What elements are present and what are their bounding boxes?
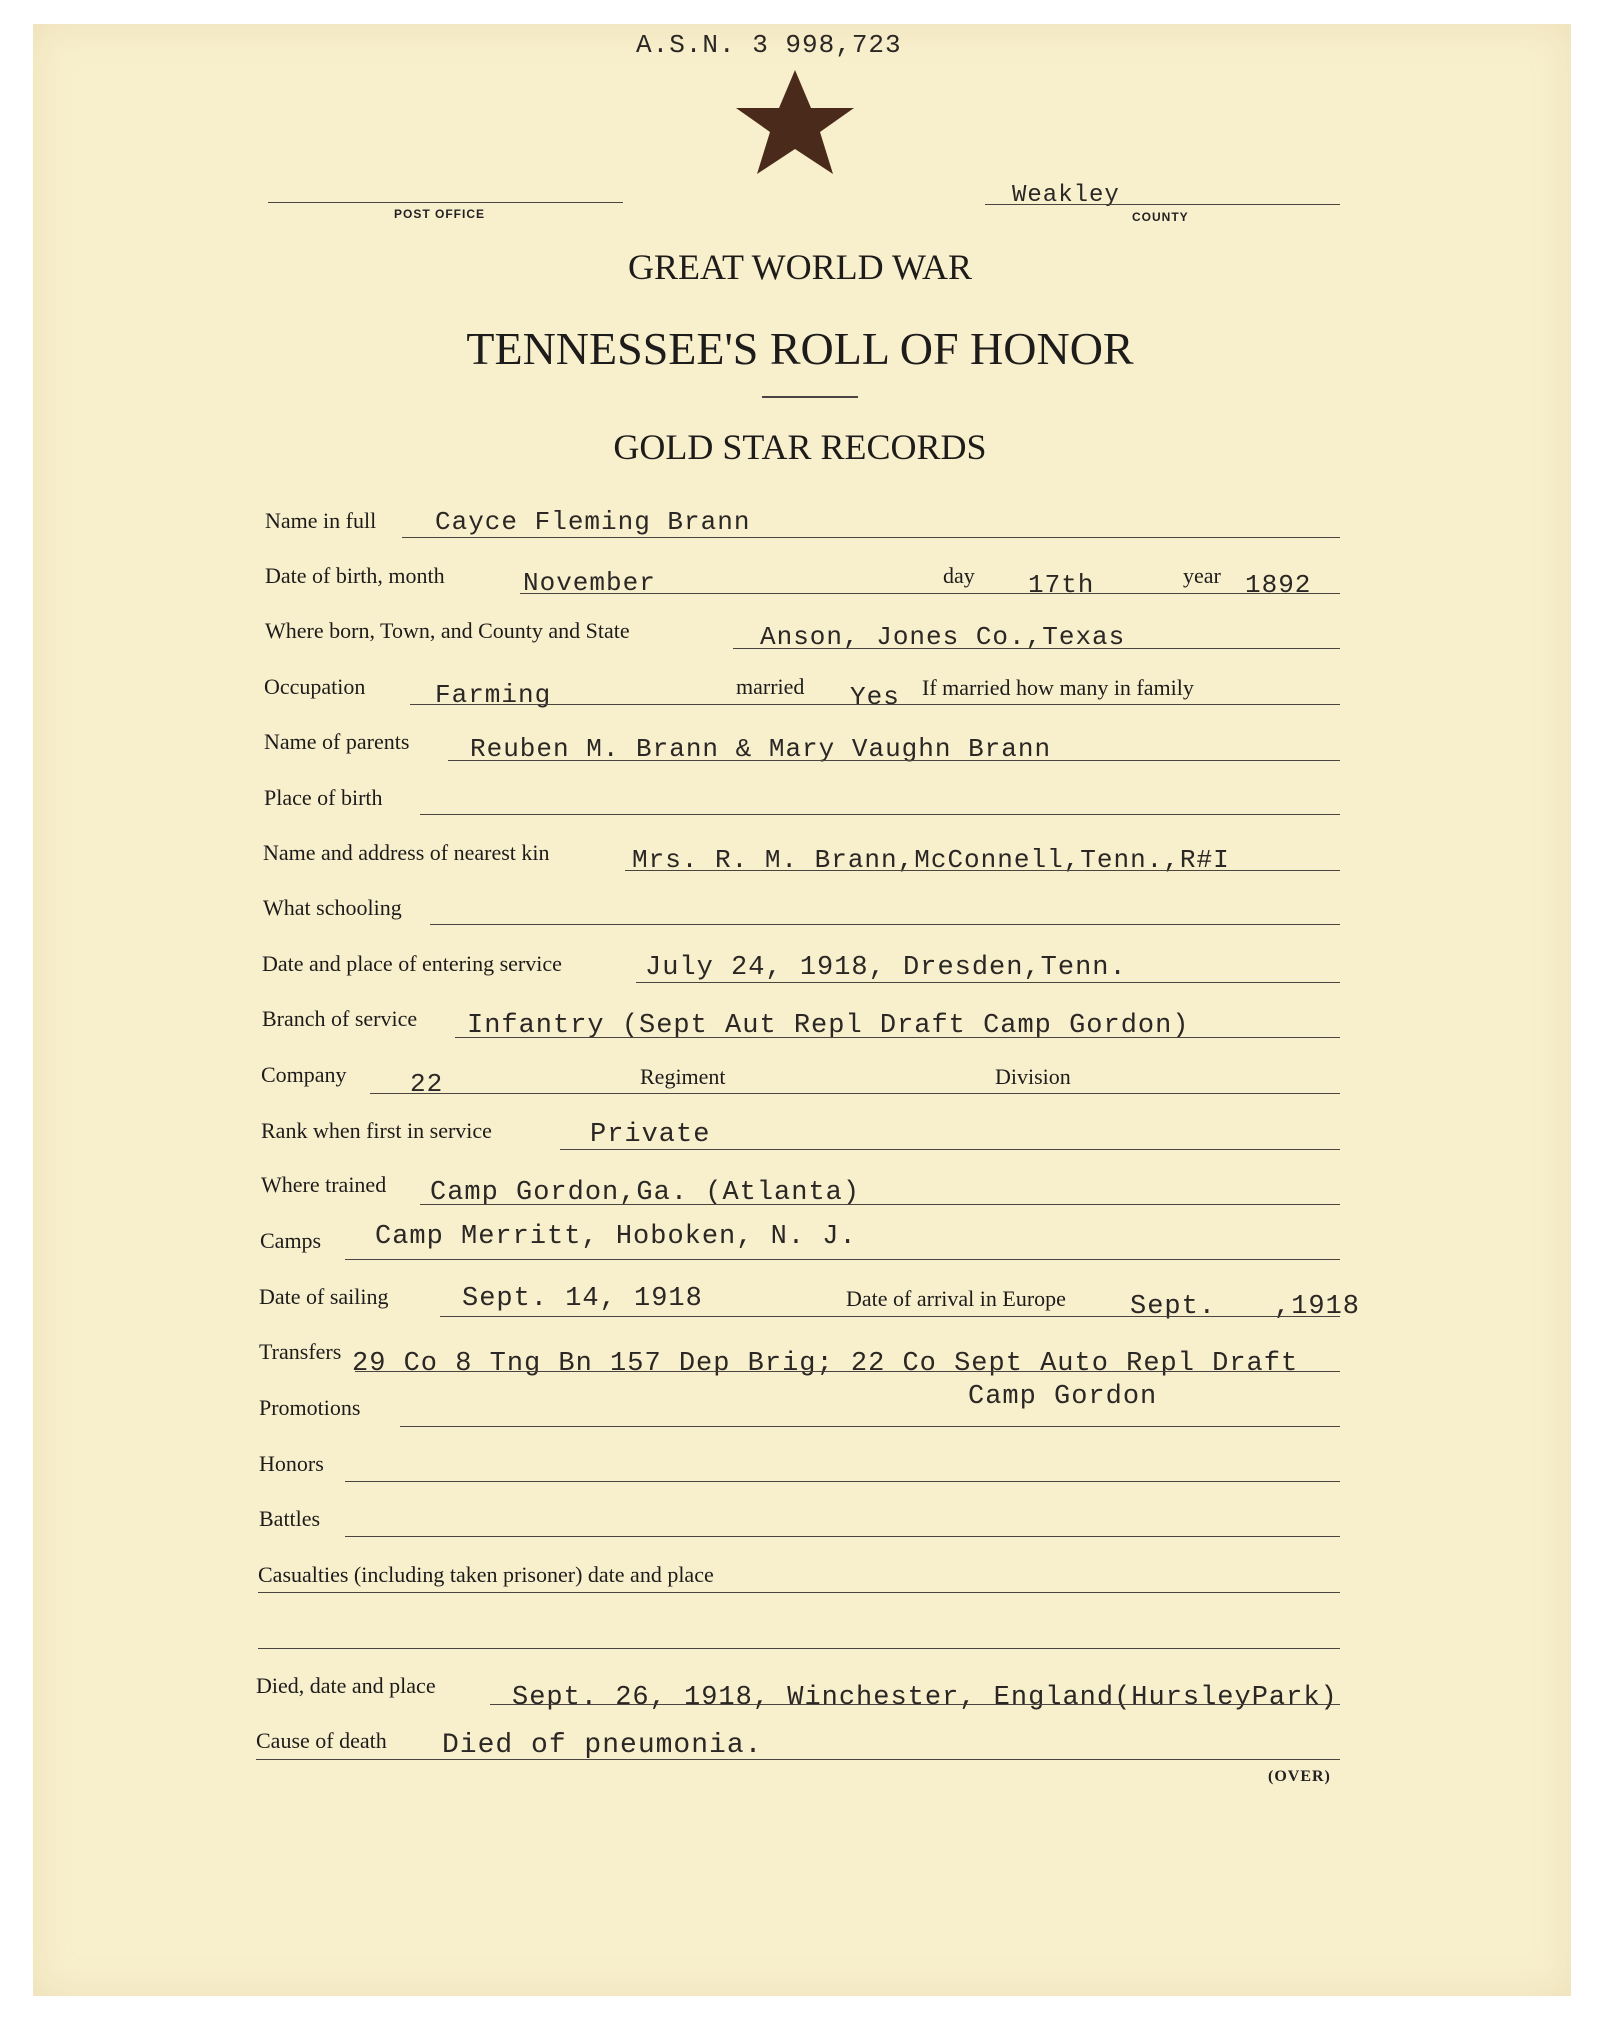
branch-label: Branch of service: [262, 1006, 418, 1031]
division-label: Division: [995, 1064, 1071, 1089]
rank-label: Rank when first in service: [261, 1118, 492, 1143]
cause-rule: [256, 1759, 1340, 1760]
dob-day-value: 17th: [1028, 570, 1095, 600]
died-label: Died, date and place: [256, 1673, 436, 1698]
casualties-rule-2: [258, 1648, 1340, 1649]
trained-rule: [420, 1204, 1340, 1205]
occupation-label: Occupation: [264, 674, 366, 699]
married-value: Yes: [850, 682, 900, 712]
camps-value: Camp Merritt, Hoboken, N. J.: [375, 1222, 857, 1252]
regiment-label: Regiment: [640, 1064, 726, 1089]
promotions-label: Promotions: [259, 1395, 361, 1420]
place-of-birth-label: Place of birth: [264, 785, 383, 810]
battles-rule: [345, 1536, 1340, 1537]
cause-label: Cause of death: [256, 1728, 387, 1753]
camps-rule: [345, 1259, 1340, 1260]
transfers-value: 29 Co 8 Tng Bn 157 Dep Brig; 22 Co Sept Auto Repl Draft: [352, 1349, 1299, 1379]
place-of-birth-rule: [420, 814, 1340, 815]
post-office-rule: [268, 202, 623, 203]
county-label: COUNTY: [1132, 210, 1189, 224]
dob-year-value: 1892: [1245, 570, 1312, 600]
company-rule: [370, 1093, 1340, 1094]
born-label: Where born, Town, and County and State: [265, 618, 630, 643]
casualties-rule: [258, 1592, 1340, 1593]
sailing-label: Date of sailing: [259, 1284, 389, 1309]
kin-label: Name and address of nearest kin: [263, 840, 550, 865]
name-label: Name in full: [265, 508, 377, 533]
schooling-label: What schooling: [263, 895, 402, 920]
rank-value: Private: [590, 1120, 711, 1150]
company-label: Company: [261, 1062, 347, 1087]
family-label: If married how many in family: [922, 675, 1194, 700]
transfers-label: Transfers: [259, 1339, 342, 1364]
kin-rule: [625, 870, 1340, 871]
title-gold-star-records: GOLD STAR RECORDS: [613, 427, 987, 467]
branch-rule: [455, 1037, 1340, 1038]
dob-month-value: November: [523, 568, 656, 598]
occupation-value: Farming: [435, 680, 552, 710]
name-value: Cayce Fleming Brann: [435, 507, 751, 537]
occupation-rule: [410, 704, 1340, 705]
gold-star-icon: [720, 70, 870, 174]
dob-label: Date of birth, month: [265, 563, 445, 588]
married-label: married: [736, 674, 805, 699]
entering-rule: [636, 982, 1340, 983]
post-office-label: POST OFFICE: [394, 207, 486, 221]
transfers-continuation: Camp Gordon: [968, 1382, 1158, 1412]
battles-label: Battles: [259, 1506, 321, 1531]
schooling-rule: [430, 924, 1340, 925]
title-great-world-war: GREAT WORLD WAR: [627, 247, 973, 287]
died-value: Sept. 26, 1918, Winchester, England(HursleyPark): [512, 1683, 1338, 1713]
entering-value: July 24, 1918, Dresden,Tenn.: [645, 953, 1127, 983]
name-rule: [402, 537, 1340, 538]
trained-value: Camp Gordon,Ga. (Atlanta): [430, 1178, 861, 1208]
arrival-year-value: ,1918: [1274, 1292, 1361, 1322]
year-label: year: [1183, 563, 1221, 588]
trained-label: Where trained: [261, 1172, 387, 1197]
county-rule: [985, 204, 1340, 205]
title-divider: [762, 396, 858, 398]
over-note: (OVER): [1268, 1768, 1331, 1785]
rank-rule: [560, 1149, 1340, 1150]
promotions-rule: [400, 1426, 1340, 1427]
parents-label: Name of parents: [264, 729, 410, 754]
transfers-rule: [355, 1371, 1340, 1372]
camps-label: Camps: [260, 1228, 322, 1253]
county-value: Weakley: [1012, 182, 1120, 209]
entering-label: Date and place of entering service: [262, 951, 562, 976]
cause-value: Died of pneumonia.: [442, 1730, 763, 1761]
died-rule: [490, 1704, 1340, 1705]
born-value: Anson, Jones Co.,Texas: [760, 622, 1126, 652]
company-value: 22: [410, 1069, 444, 1099]
arrival-label: Date of arrival in Europe: [846, 1286, 1066, 1311]
branch-value: Infantry (Sept Aut Repl Draft Camp Gordon): [467, 1011, 1190, 1041]
honors-label: Honors: [259, 1451, 324, 1476]
dob-rule: [520, 593, 1340, 594]
title-roll-of-honor: TENNESSEE'S ROLL OF HONOR: [466, 323, 1134, 374]
kin-value: Mrs. R. M. Brann,McConnell,Tenn.,R#I: [632, 845, 1230, 875]
casualties-label: Casualties (including taken prisoner) date and place: [258, 1562, 714, 1587]
day-label: day: [943, 563, 975, 588]
parents-value: Reuben M. Brann & Mary Vaughn Brann: [470, 734, 1052, 764]
sailing-rule: [440, 1316, 1340, 1317]
parents-rule: [448, 760, 1340, 761]
born-rule: [733, 648, 1340, 649]
sailing-value: Sept. 14, 1918: [462, 1284, 703, 1314]
asn-number: A.S.N. 3 998,723: [636, 30, 902, 60]
honors-rule: [345, 1481, 1340, 1482]
arrival-month-value: Sept.: [1130, 1292, 1217, 1322]
